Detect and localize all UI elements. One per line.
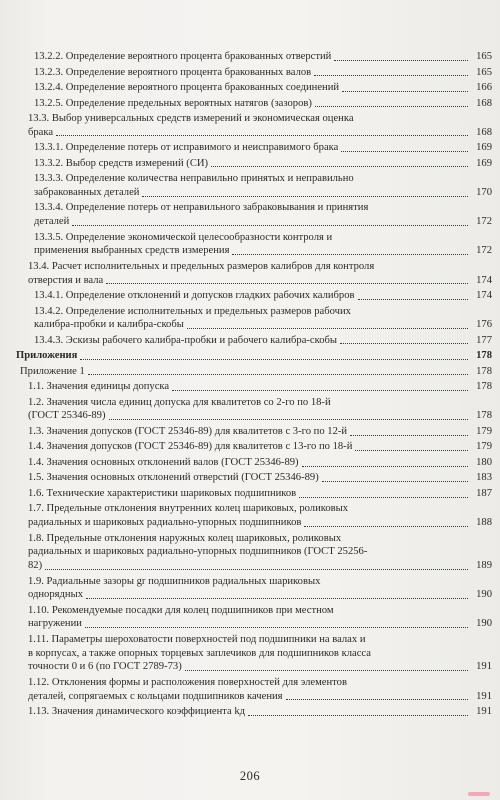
toc-page-number: 178 xyxy=(476,381,492,393)
toc-page-number: 170 xyxy=(476,186,492,198)
toc-entry-row xyxy=(34,244,492,258)
toc-entry-text-line: брака xyxy=(28,126,54,138)
toc-entry-text-line: 1.4. Значения основных отклонений валов (ГОСТ 25346-89) xyxy=(28,456,299,468)
toc-entry-text-line: 13.4. Расчет исполнительных и предельных размеров калибров для контроля xyxy=(28,260,375,272)
toc-entry-row xyxy=(28,660,492,674)
toc-page-number: 191 xyxy=(476,706,492,718)
toc-page-number: 172 xyxy=(476,216,492,228)
toc-entry-text-line: 13.2.3. Определение вероятного процента бракованных валов xyxy=(34,66,312,78)
toc-entry-text-line: деталей, сопрягаемых с кольцами подшипников качения xyxy=(28,690,283,702)
toc-entry[interactable] xyxy=(16,705,492,719)
toc-entry-row xyxy=(34,215,492,229)
toc-page-number: 165 xyxy=(476,66,492,78)
toc-entry-text-line: 1.6. Технические характеристики шариковых подшипников xyxy=(28,487,297,499)
toc-entry-text-line: 1.9. Радиальные зазоры gr подшипников радиальных шариковых xyxy=(28,575,321,587)
dot-leader xyxy=(85,627,468,628)
toc-entry-text-line: 1.3. Значения допусков (ГОСТ 25346-89) для квалитетов с 3-го по 12-й xyxy=(28,425,348,437)
dot-leader xyxy=(358,299,468,300)
toc-page-number: 179 xyxy=(476,441,492,453)
dot-leader xyxy=(341,151,468,152)
toc-page-number: 165 xyxy=(476,51,492,62)
dot-leader xyxy=(80,359,468,360)
toc-entry-text-line: Приложения xyxy=(16,350,78,362)
toc-entry-text-line: (ГОСТ 25346-89) xyxy=(28,410,106,422)
dot-leader xyxy=(86,598,468,599)
toc-entry-text-line: 1.12. Отклонения формы и расположения поверхностей для элементов xyxy=(28,676,347,688)
dot-leader xyxy=(56,135,468,136)
toc-entry-text-line: применения выбранных средств измерения xyxy=(34,245,230,257)
toc-entry[interactable] xyxy=(16,676,492,703)
toc-page-number: 190 xyxy=(476,589,492,601)
toc-entry[interactable] xyxy=(16,487,492,501)
toc-entry[interactable] xyxy=(16,97,492,111)
toc-page-number: 169 xyxy=(476,157,492,169)
toc-entry-row xyxy=(34,97,492,111)
toc-entry[interactable] xyxy=(16,141,492,155)
toc-entry[interactable] xyxy=(16,380,492,394)
toc-entry[interactable] xyxy=(16,260,492,287)
toc-entry[interactable] xyxy=(16,349,492,363)
dot-leader xyxy=(248,715,468,716)
toc-entry-text-line: 13.4.1. Определение отклонений и допусков гладких рабочих калибров xyxy=(34,290,355,302)
toc-page-number: 178 xyxy=(476,350,492,362)
toc-entry-text-line: 13.3.3. Определение количества неправильно принятых и неправильно xyxy=(34,173,354,185)
toc-entry-text-line: 13.2.2. Определение вероятного процента бракованных отверстий xyxy=(34,51,332,62)
toc-entry[interactable] xyxy=(16,502,492,529)
toc-page-number: 166 xyxy=(476,82,492,93)
toc-entry-row xyxy=(34,81,492,95)
toc-entry-row xyxy=(16,349,492,363)
dot-leader xyxy=(299,497,468,498)
toc-page-number: 177 xyxy=(476,334,492,346)
toc-entry-row xyxy=(28,274,492,288)
dot-leader xyxy=(314,75,468,76)
toc-entry[interactable] xyxy=(16,440,492,454)
toc-entry[interactable] xyxy=(16,604,492,631)
toc-entry-text-line: забракованных деталей xyxy=(34,186,140,198)
toc-page-number: 191 xyxy=(476,661,492,673)
toc-page-number: 178 xyxy=(476,410,492,422)
dot-leader xyxy=(302,466,468,467)
toc-entry-text-line: 13.3.5. Определение экономической целесообразности контроля и xyxy=(34,231,333,243)
toc-entry[interactable] xyxy=(16,81,492,95)
toc-entry-text-line: радиальных и шариковых радиально-упорных подшипников (ГОСТ 25256- xyxy=(28,546,368,558)
toc-entry-text-line: 13.3.4. Определение потерь от неправильного забраковывания и принятия xyxy=(34,202,369,214)
toc-entry-text-line: в корпусах, а также опорных торцевых заплечиков для подшипников класса xyxy=(28,647,371,659)
toc-entry-row xyxy=(28,425,492,439)
toc-entry-row xyxy=(20,365,492,379)
toc-entry-row xyxy=(28,690,492,704)
toc-entry-row xyxy=(34,334,492,348)
toc-page-number: 176 xyxy=(476,319,492,331)
toc-entry-row xyxy=(28,380,492,394)
toc-entry[interactable] xyxy=(16,425,492,439)
toc-entry-text-line: радиальных и шариковых радиально-упорных подшипников xyxy=(28,517,302,529)
toc-entry-row xyxy=(34,50,492,64)
dot-leader xyxy=(211,166,468,167)
dot-leader xyxy=(355,450,468,451)
page-number: 206 xyxy=(239,769,261,783)
toc-entry-text-line: 13.4.3. Эскизы рабочего калибра-пробки и рабочего калибра-скобы xyxy=(34,334,338,346)
toc-entry-text-line: 1.4. Значения допусков (ГОСТ 25346-89) для квалитетов с 13-го по 18-й xyxy=(28,441,353,453)
toc-entry-row xyxy=(28,588,492,602)
toc-entry-text-line: 82) xyxy=(28,560,43,572)
dot-leader xyxy=(350,435,468,436)
toc-page-number: 188 xyxy=(476,517,492,529)
toc-entry[interactable] xyxy=(16,112,492,139)
toc-entry[interactable] xyxy=(16,50,492,64)
toc-entry[interactable] xyxy=(16,201,492,228)
dot-leader xyxy=(342,91,468,92)
toc-page-number: 178 xyxy=(476,365,492,377)
toc-entry[interactable] xyxy=(16,365,492,379)
toc-entry-text-line: нагружении xyxy=(28,618,82,630)
toc-entry-text-line: 1.2. Значения числа единиц допуска для квалитетов со 2-го по 18-й xyxy=(28,396,331,408)
dot-leader xyxy=(106,283,468,284)
toc-entry[interactable] xyxy=(16,334,492,348)
toc-entry-row xyxy=(34,141,492,155)
toc-entry-text-line: деталей xyxy=(34,216,70,228)
dot-leader xyxy=(304,526,468,527)
table-of-contents xyxy=(16,50,492,721)
dot-leader xyxy=(109,419,469,420)
dot-leader xyxy=(72,225,468,226)
toc-entry-row xyxy=(28,617,492,631)
toc-entry-text-line: 1.13. Значения динамического коэффициента kд xyxy=(28,706,246,718)
toc-entry-text-line: 1.7. Предельные отклонения внутренних колец шариковых, роликовых xyxy=(28,503,349,515)
toc-entry-row xyxy=(28,440,492,454)
toc-page-number: 172 xyxy=(476,245,492,257)
toc-entry[interactable] xyxy=(16,471,492,485)
toc-entry[interactable] xyxy=(16,456,492,470)
dot-leader xyxy=(315,106,468,107)
dot-leader xyxy=(142,196,468,197)
toc-entry-row xyxy=(28,516,492,530)
toc-entry-row xyxy=(28,487,492,501)
toc-entry-row xyxy=(34,318,492,332)
toc-page-number: 179 xyxy=(476,425,492,437)
toc-entry[interactable] xyxy=(16,157,492,171)
toc-entry[interactable] xyxy=(16,66,492,80)
toc-entry-row xyxy=(34,186,492,200)
toc-entry-text-line: 13.4.2. Определение исполнительных и предельных размеров рабочих xyxy=(34,305,351,317)
toc-entry-row xyxy=(34,66,492,80)
toc-page-number: 191 xyxy=(476,690,492,702)
dot-leader xyxy=(187,328,468,329)
toc-entry-text-line: точности 0 и 6 (по ГОСТ 2789-73) xyxy=(28,661,182,673)
toc-entry-text-line: 1.5. Значения основных отклонений отверстий (ГОСТ 25346-89) xyxy=(28,472,319,484)
toc-entry-row xyxy=(28,126,492,140)
toc-page-number: 189 xyxy=(476,560,492,572)
toc-page-number: 168 xyxy=(476,126,492,138)
dot-leader xyxy=(334,60,468,61)
toc-entry-row xyxy=(28,456,492,470)
toc-entry[interactable] xyxy=(16,289,492,303)
dot-leader xyxy=(45,569,468,570)
toc-entry-row xyxy=(34,289,492,303)
toc-entry-text-line: 1.11. Параметры шероховатости поверхностей под подшипники на валах и xyxy=(28,633,366,645)
dot-leader xyxy=(340,343,468,344)
toc-entry[interactable] xyxy=(16,633,492,674)
dot-leader xyxy=(232,254,468,255)
toc-entry-text-line: 13.3. Выбор универсальных средств измерений и экономическая оценка xyxy=(28,113,354,124)
toc-entry[interactable] xyxy=(16,532,492,573)
toc-entry-row xyxy=(28,705,492,719)
toc-entry-row xyxy=(28,471,492,485)
toc-entry-text-line: 1.10. Рекомендуемые посадки для колец подшипников при местном xyxy=(28,604,334,616)
toc-entry-row xyxy=(28,409,492,423)
toc-page-number: 190 xyxy=(476,618,492,630)
toc-entry-text-line: однорядных xyxy=(28,589,83,601)
toc-page-number: 187 xyxy=(476,487,492,499)
toc-entry[interactable] xyxy=(16,575,492,602)
dot-leader xyxy=(286,699,468,700)
toc-entry-text-line: 1.1. Значения единицы допуска xyxy=(28,381,170,393)
toc-entry-text-line: 13.2.4. Определение вероятного процента бракованных соединений xyxy=(34,82,340,93)
toc-page-number: 169 xyxy=(476,142,492,154)
toc-entry-text-line: 13.3.2. Выбор средств измерений (СИ) xyxy=(34,157,209,169)
toc-entry-text-line: 1.8. Предельные отклонения наружных колец шариковых, роликовых xyxy=(28,532,342,544)
dot-leader xyxy=(185,670,468,671)
toc-page-number: 183 xyxy=(476,472,492,484)
toc-page-number: 174 xyxy=(476,274,492,286)
toc-entry-text-line: отверстия и вала xyxy=(28,274,104,286)
dot-leader xyxy=(322,481,468,482)
toc-entry[interactable] xyxy=(16,231,492,258)
toc-page-number: 180 xyxy=(476,456,492,468)
toc-entry-text-line: Приложение 1 xyxy=(20,365,85,377)
toc-entry[interactable] xyxy=(16,305,492,332)
toc-page-number: 168 xyxy=(476,97,492,109)
toc-entry-text-line: калибра-пробки и калибра-скобы xyxy=(34,319,184,331)
toc-entry-row xyxy=(28,559,492,573)
pink-mark xyxy=(468,792,490,796)
toc-entry-text-line: 13.2.5. Определение предельных вероятных натягов (зазоров) xyxy=(34,97,312,109)
dot-leader xyxy=(172,390,468,391)
dot-leader xyxy=(88,374,468,375)
toc-entry[interactable] xyxy=(16,172,492,199)
toc-entry[interactable] xyxy=(16,396,492,423)
toc-page-number: 174 xyxy=(476,290,492,302)
toc-entry-text-line: 13.3.1. Определение потерь от исправимого и неисправимого брака xyxy=(34,142,339,154)
toc-entry-row xyxy=(34,157,492,171)
